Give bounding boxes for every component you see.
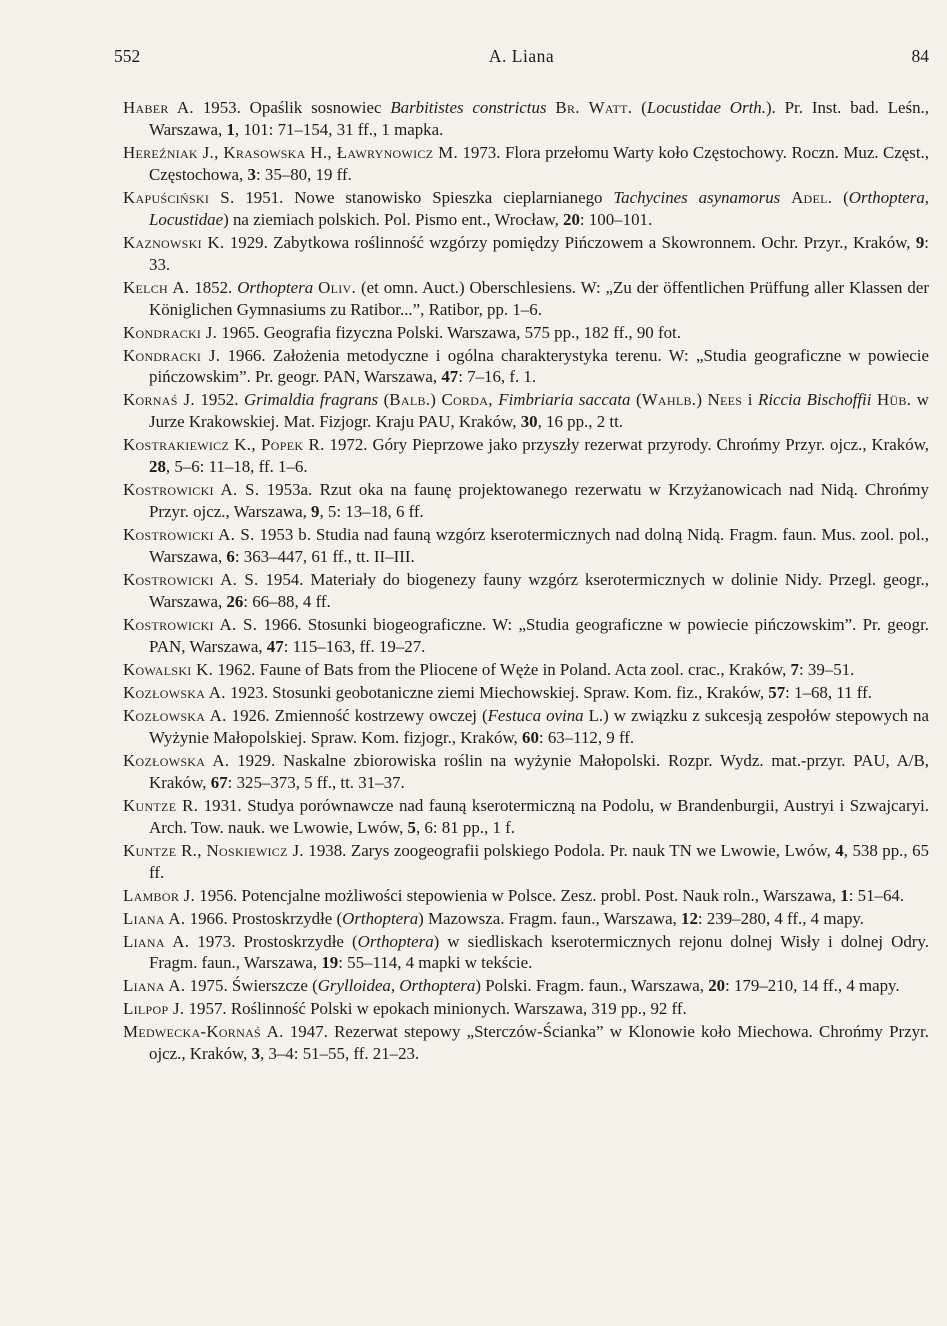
reference-text: Kowalski K.: [123, 659, 214, 679]
reference-text: (: [632, 98, 647, 117]
reference-text: 1957. Roślinność Polski w epokach minionych. Warszawa, 319 pp., 92 ff.: [184, 999, 687, 1019]
reference-text: : 63–112, 9 ff.: [538, 727, 635, 747]
reference-entry: [123, 524, 929, 568]
reference-text: : 363–447, 61 ff., tt. II–III.: [234, 547, 415, 567]
reference-text: Festuca ovina: [487, 705, 584, 725]
reference-text: Riccia Bischoffii: [758, 390, 872, 410]
reference-text: Wahlb.: [641, 390, 697, 410]
reference-text: 1966. Prostoskrzydłe (: [185, 908, 343, 928]
reference-entry: [123, 840, 929, 884]
reference-text: Liana A.: [123, 931, 190, 951]
reference-text: ) Mazowsza. Fragm. faun., Warszawa,: [418, 908, 682, 928]
reference-text: Grimaldia fragrans: [243, 390, 379, 410]
reference-entry: [123, 277, 929, 321]
reference-text: Kornaś J.: [123, 390, 195, 410]
reference-text: Br. Watt.: [555, 98, 633, 117]
reference-entry: [123, 750, 929, 794]
reference-text: Kozłowska A.: [123, 705, 227, 725]
reference-entry: [123, 187, 929, 231]
page-number-right: 84: [911, 46, 929, 66]
reference-text: Fimbriaria saccata: [498, 390, 631, 410]
reference-entry: [123, 885, 929, 907]
reference-entry: [123, 1021, 929, 1065]
reference-text: Liana A.: [123, 908, 186, 928]
reference-text: : 115–163, ff. 19–27.: [283, 636, 426, 656]
reference-entry: [123, 705, 929, 749]
reference-text: , 5: 13–18, 6 ff.: [319, 502, 424, 522]
reference-text: 1951. Nowe stanowisko Spieszka cieplarnianego: [234, 187, 614, 207]
reference-entry: [123, 389, 929, 433]
reference-text: Lambor J.: [123, 885, 196, 905]
reference-text: ) w siedliskach kserotermicznych rejonu dolnej Wisły i dolnej Odry. Fragm. faun., Warszawa,: [149, 931, 929, 973]
reference-text: i: [742, 390, 758, 410]
reference-text: 1953 b. Studia nad fauną wzgórz kserotermicznych nad dolną Nidą. Fragm. faun. Mus. zool. pol., Warszawa,: [149, 525, 929, 567]
reference-text: 67: [210, 772, 228, 792]
reference-text: Kostrowicki A. S.: [123, 614, 258, 634]
reference-text: Kuntze R., Noskiewicz J.: [123, 840, 304, 860]
reference-text: : 33.: [149, 232, 929, 274]
reference-text: : 66–88, 4 ff.: [243, 591, 331, 611]
reference-text: 47: [441, 367, 459, 387]
reference-entry: [123, 908, 929, 930]
reference-text: 60: [522, 727, 539, 747]
reference-text: Oliv.: [318, 277, 357, 297]
reference-text: : 55–114, 4 mapki w tekście.: [338, 953, 533, 973]
reference-text: [780, 188, 791, 207]
reference-text: w Jurze Krakowskiej. Mat. Fizjogr. Kraju PAU, Kraków,: [149, 390, 929, 432]
reference-text: Medwecka-Kornaś A.: [123, 1022, 284, 1042]
reference-text: : 100–101.: [579, 209, 653, 229]
reference-text: Haber A.: [123, 98, 194, 117]
reference-text: 1962. Faune of Bats from the Pliocene of Węże in Poland. Acta zool. crac., Kraków,: [213, 659, 791, 679]
reference-text: 3: [247, 164, 256, 184]
reference-text: Nees: [707, 390, 743, 410]
reference-entry: [123, 998, 929, 1020]
reference-text: L.) w związku z sukcesją zespołów stepowych na Wyżynie Małopolskiej. Spraw. Kom. fizjogr., Kraków,: [149, 705, 930, 747]
reference-text: Hereźniak J., Krasowska H., Ławrynowicz M.: [123, 142, 458, 162]
reference-text: ) Polski. Fragm. faun., Warszawa,: [475, 976, 709, 996]
reference-text: ). Pr. Inst. bad. Leśn., Warszawa,: [149, 98, 929, 139]
reference-text: Grylloidea, Orthoptera: [317, 976, 476, 996]
reference-text: , 6: 81 pp., 1 f.: [415, 817, 515, 837]
reference-text: (: [378, 390, 390, 410]
reference-text: Orthoptera: [357, 931, 434, 951]
reference-entry: [123, 682, 929, 704]
reference-text: ) na ziemiach polskich. Pol. Pismo ent., Wrocław,: [223, 209, 564, 229]
reference-list: [123, 97, 929, 1066]
reference-text: , 16 pp., 2 tt.: [537, 412, 623, 432]
reference-text: 28: [149, 457, 166, 477]
reference-text: 1931. Studya porównawcze nad fauną kserotermiczną na Podolu, w Brandenburgii, Austryi i Szwajcaryi. Arch. Tow. nauk. we Lwowie, Lwów,: [149, 795, 929, 837]
reference-entry: [123, 142, 929, 186]
reference-text: 1966. Stosunki biogeograficzne. W: „Studia geograficzne w powiecie pińczowskim”. Pr. geogr. PAN, Warszawa,: [149, 614, 929, 656]
reference-text: 1973. Prostoskrzydłe (: [189, 931, 358, 951]
reference-text: 12: [681, 908, 698, 928]
reference-text: 1929. Naskalne zbiorowiska roślin na wyżynie Małopolski. Rozpr. Wydz. mat.-przyr. PAU, A/B, Kraków,: [149, 750, 929, 792]
reference-text: 30: [520, 412, 538, 432]
reference-text: 1972. Góry Pieprzowe jako przyszły rezerwat przyrody. Chrońmy Przyr. ojcz., Kraków,: [324, 435, 930, 455]
reference-text: 19: [321, 953, 339, 973]
reference-text: 1929. Zabytkowa roślinność wzgórzy pomiędzy Pińczowem a Skowronnem. Ochr. Przyr., Kraków,: [224, 232, 916, 252]
reference-text: 1975. Świerszcze (: [185, 976, 318, 996]
reference-text: : 51–64.: [848, 885, 905, 905]
reference-text: Orthoptera: [342, 908, 419, 928]
reference-text: (et omn. Auct.) Oberschlesiens. W: „Zu der öffentlichen Prüffung aller Klassen der Königlichen Gymnasiums zu Ratibor...”, Ratibor, pp. 1–6.: [149, 277, 929, 319]
reference-text: 26: [226, 591, 244, 611]
page-header: [114, 46, 929, 72]
reference-text: , 3–4: 51–55, ff. 21–23.: [260, 1044, 420, 1064]
reference-text: 1956. Potencjalne możliwości stepowienia w Polsce. Zesz. probl. Post. Nauk roln., Warszawa,: [195, 885, 841, 905]
reference-text: : 325–373, 5 ff., tt. 31–37.: [227, 772, 405, 792]
reference-text: Kostrowicki A. S.: [123, 525, 255, 545]
reference-text: 20: [563, 209, 580, 229]
reference-text: 1947. Rezerwat stepowy „Sterczów-Ścianka” w Klonowie koło Miechowa. Chrońmy Przyr. ojcz., Kraków,: [149, 1022, 929, 1064]
reference-text: 1953. Opaślik sosnowiec: [193, 98, 391, 117]
reference-text: Kapuściński S.: [123, 187, 235, 207]
reference-text: Kondracki J.: [123, 322, 218, 342]
reference-text: Orthoptera, Locustidae: [149, 187, 930, 229]
reference-text: , 5–6: 11–18, ff. 1–6.: [165, 457, 308, 477]
reference-text: Kozłowska A.: [123, 682, 226, 702]
reference-text: 1966. Założenia metodyczne i ogólna charakterystyka terenu. W: „Studia geograficzne w powiecie pińczowskim”. Pr. geogr. PAN, Warszawa,: [149, 345, 929, 387]
reference-text: Liana A.: [123, 976, 186, 996]
reference-entry: [123, 97, 929, 141]
reference-text: Kostrakiewicz K., Popek R.: [123, 435, 325, 455]
reference-text: 6: [226, 547, 235, 567]
reference-entry: [123, 232, 929, 276]
reference-text: Locustidae Orth.: [646, 98, 766, 117]
reference-text: ): [430, 390, 442, 410]
reference-entry: [123, 659, 929, 681]
reference-text: Adel.: [791, 187, 833, 207]
reference-text: 1: [840, 885, 849, 905]
reference-text: 3: [251, 1044, 261, 1064]
reference-text: 1973. Flora przełomu Warty koło Częstochowy. Roczn. Muz. Częst., Częstochowa,: [149, 142, 929, 184]
reference-text: Kostrowicki A. S.: [123, 480, 260, 500]
reference-text: 1938. Zarys zoogeografii polskiego Podola. Pr. nauk TN we Lwowie, Lwów,: [303, 840, 836, 860]
reference-text: Kozłowska A.: [123, 750, 230, 770]
reference-text: Corda,: [441, 390, 493, 410]
reference-text: 5: [407, 817, 416, 837]
reference-text: Kondracki J.: [123, 345, 221, 365]
reference-text: : 1–68, 11 ff.: [785, 682, 872, 702]
reference-text: 47: [266, 636, 284, 656]
reference-text: Barbitistes constrictus: [390, 98, 547, 117]
reference-text: 1852.: [189, 277, 238, 297]
reference-text: 1965. Geografia fizyczna Polski. Warszawa, 575 pp., 182 ff., 90 fot.: [217, 322, 681, 342]
reference-text: : 35–80, 19 ff.: [255, 164, 352, 184]
reference-text: Kaznowski K.: [123, 232, 225, 252]
reference-text: 9: [915, 232, 925, 252]
reference-entry: [123, 434, 929, 478]
reference-text: 20: [708, 976, 726, 996]
reference-text: 9: [311, 502, 320, 522]
reference-entry: [123, 345, 929, 389]
reference-text: 1923. Stosunki geobotaniczne ziemi Miechowskiej. Spraw. Kom. fiz., Kraków,: [225, 682, 769, 702]
reference-text: : 7–16, f. 1.: [458, 367, 537, 387]
reference-entry: [123, 614, 929, 658]
reference-text: Kelch A.: [123, 277, 190, 297]
reference-text: Lilpop J.: [123, 999, 185, 1019]
reference-text: Kostrowicki A. S.: [123, 570, 259, 590]
reference-text: 1952.: [194, 390, 244, 410]
reference-text: Tachycines asynamorus: [613, 187, 781, 207]
reference-entry: [123, 931, 929, 975]
reference-text: (: [832, 187, 849, 207]
running-title: A. Liana: [488, 46, 555, 66]
reference-text: Balb.: [389, 390, 431, 410]
reference-text: ): [696, 390, 708, 410]
reference-entry: [123, 975, 929, 997]
reference-text: : 39–51.: [799, 659, 855, 679]
reference-text: (: [630, 390, 642, 410]
reference-text: 7: [790, 659, 799, 679]
reference-entry: [123, 795, 929, 839]
reference-text: : 239–280, 4 ff., 4 mapy.: [697, 908, 864, 928]
reference-text: 1953a. Rzut oka na faunę projektowanego rezerwatu w Krzyżanowicach nad Nidą. Chrońmy Przyr. ojcz., Warszawa,: [149, 480, 929, 522]
reference-text: : 179–210, 14 ff., 4 mapy.: [725, 976, 900, 996]
reference-text: 57: [768, 682, 786, 702]
reference-text: , 538 pp., 65 ff.: [149, 840, 929, 882]
reference-text: Kuntze R.: [123, 795, 199, 815]
reference-text: 1954. Materiały do biogenezy fauny wzgórz kserotermicznych w dolinie Nidy. Przegl. geogr., Warszawa,: [149, 570, 929, 611]
reference-text: 1: [226, 119, 235, 139]
reference-text: 1926. Zmienność kostrzewy owczej (: [226, 705, 488, 725]
reference-text: 4: [835, 840, 844, 860]
page-number-left: 552: [114, 46, 141, 66]
reference-text: Orthoptera: [237, 277, 314, 297]
reference-text: Hüb.: [876, 390, 912, 410]
reference-entry: [123, 569, 929, 613]
reference-text: , 101: 71–154, 31 ff., 1 mapka.: [234, 119, 444, 139]
reference-entry: [123, 479, 929, 523]
reference-entry: [123, 322, 929, 344]
